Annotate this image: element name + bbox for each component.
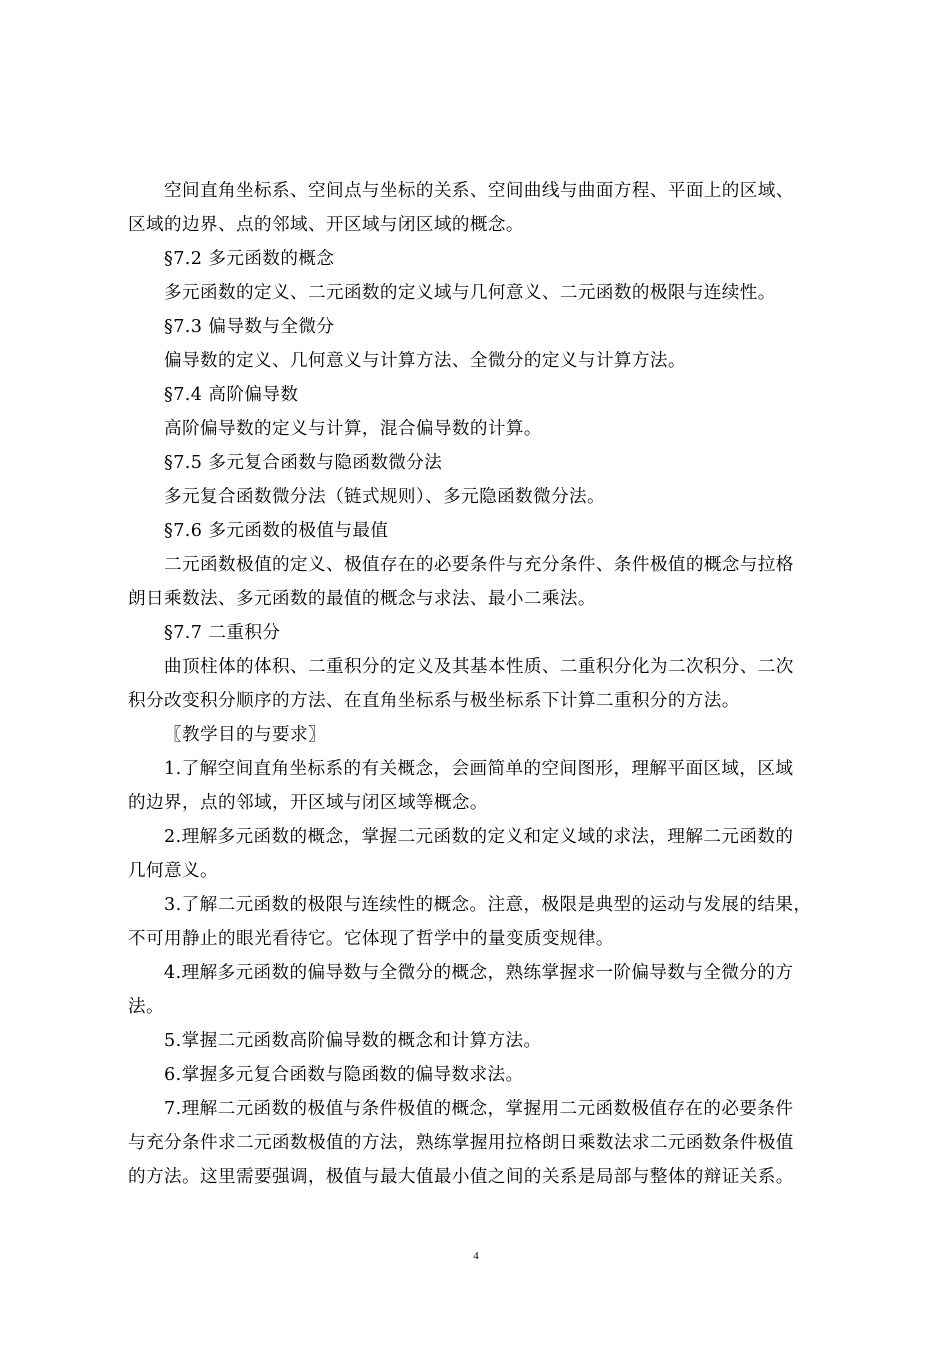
list-item-line: 2.理解多元函数的概念，掌握二元函数的定义和定义域的求法，理解二元函数的 bbox=[164, 827, 794, 847]
list-item-line: 的边界，点的邻域，开区域与闭区域等概念。 bbox=[128, 793, 488, 813]
list-item-line: 3.了解二元函数的极限与连续性的概念。注意，极限是典型的运动与发展的结果， bbox=[164, 895, 812, 915]
list-item-line: 4.理解多元函数的偏导数与全微分的概念，熟练掌握求一阶偏导数与全微分的方 bbox=[164, 963, 794, 983]
list-item-line: 法。 bbox=[128, 997, 164, 1017]
body-text bbox=[128, 174, 834, 1194]
list-item-line: 不可用静止的眼光看待它。它体现了哲学中的量变质变规律。 bbox=[128, 929, 614, 949]
list-item-line: 6.掌握多元复合函数与隐函数的偏导数求法。 bbox=[164, 1065, 524, 1085]
list-item-line: 7.理解二元函数的极值与条件极值的概念，掌握用二元函数极值存在的必要条件 bbox=[164, 1099, 794, 1119]
section-heading: 〖教学目的与要求〗 bbox=[164, 725, 326, 745]
section-heading: §7.4 高阶偏导数 bbox=[164, 385, 299, 405]
paragraph-line: 积分改变积分顺序的方法、在直角坐标系与极坐标系下计算二重积分的方法。 bbox=[128, 691, 740, 711]
section-heading: §7.6 多元函数的极值与最值 bbox=[164, 521, 389, 541]
paragraph-line: 曲顶柱体的体积、二重积分的定义及其基本性质、二重积分化为二次积分、二次 bbox=[164, 657, 794, 677]
list-item-line: 1.了解空间直角坐标系的有关概念，会画简单的空间图形，理解平面区域，区域 bbox=[164, 759, 794, 779]
section-heading: §7.5 多元复合函数与隐函数微分法 bbox=[164, 453, 443, 473]
section-heading: §7.3 偏导数与全微分 bbox=[164, 317, 335, 337]
list-item-line: 几何意义。 bbox=[128, 861, 218, 881]
page-number: 4 bbox=[473, 1250, 479, 1262]
paragraph-line: 多元函数的定义、二元函数的定义域与几何意义、二元函数的极限与连续性。 bbox=[164, 283, 776, 303]
paragraph-line: 偏导数的定义、几何意义与计算方法、全微分的定义与计算方法。 bbox=[164, 351, 686, 371]
list-item-line: 5.掌握二元函数高阶偏导数的概念和计算方法。 bbox=[164, 1031, 542, 1051]
paragraph-line: 多元复合函数微分法（链式规则）、多元隐函数微分法。 bbox=[164, 487, 606, 507]
paragraph-line: 高阶偏导数的定义与计算，混合偏导数的计算。 bbox=[164, 419, 542, 439]
section-heading: §7.2 多元函数的概念 bbox=[164, 249, 335, 269]
list-item-line: 与充分条件求二元函数极值的方法，熟练掌握用拉格朗日乘数法求二元函数条件极值 bbox=[128, 1133, 794, 1153]
paragraph-line: 二元函数极值的定义、极值存在的必要条件与充分条件、条件极值的概念与拉格 bbox=[164, 555, 794, 575]
paragraph-line: 朗日乘数法、多元函数的最值的概念与求法、最小二乘法。 bbox=[128, 589, 596, 609]
paragraph-line: 空间直角坐标系、空间点与坐标的关系、空间曲线与曲面方程、平面上的区域、 bbox=[164, 181, 794, 201]
section-heading: §7.7 二重积分 bbox=[164, 623, 281, 643]
paragraph-line: 区域的边界、点的邻域、开区域与闭区域的概念。 bbox=[128, 215, 524, 235]
list-item-line: 的方法。这里需要强调，极值与最大值最小值之间的关系是局部与整体的辩证关系。 bbox=[128, 1167, 794, 1187]
